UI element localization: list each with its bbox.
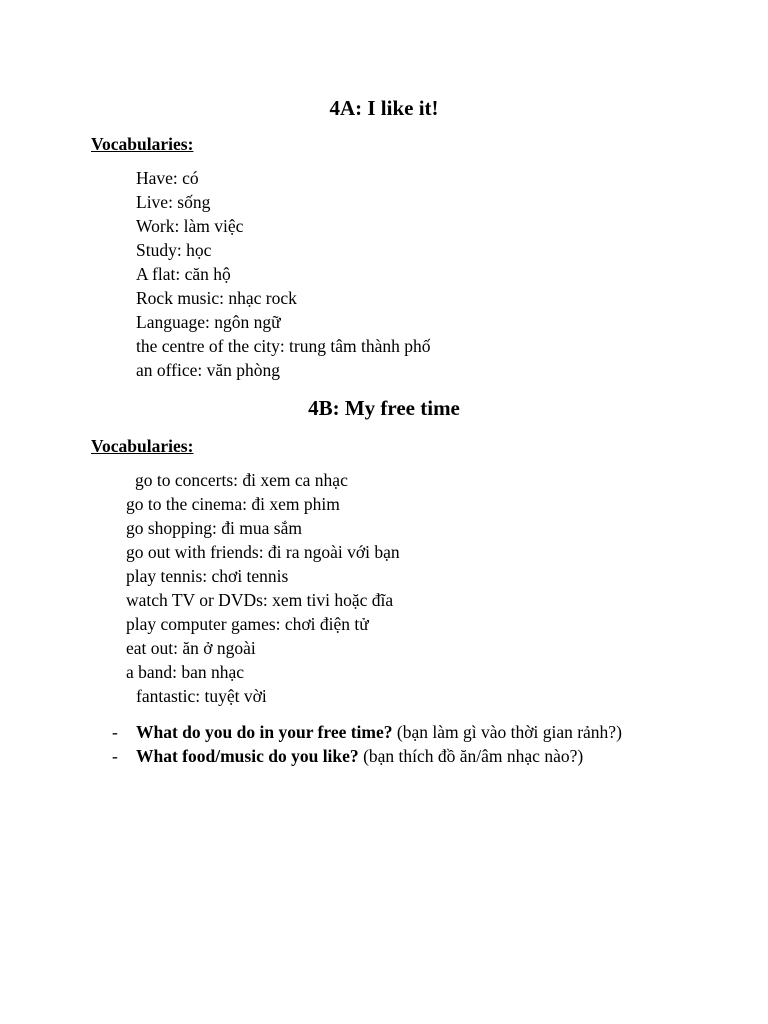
list-item-text: eat out: ăn ở ngoài (126, 638, 256, 658)
list-item-text: Language: ngôn ngữ (136, 312, 281, 332)
section-a-subheading: Vocabularies: (91, 134, 194, 154)
list-item-text: an office: văn phòng (136, 360, 281, 380)
question-translation: (bạn thích đồ ăn/âm nhạc nào?) (358, 746, 584, 766)
list-item-text: go out with friends: đi ra ngoài với bạn (126, 542, 400, 562)
section-b-title: 4B: My free time (308, 396, 460, 420)
list-item-text: Study: học (136, 240, 212, 260)
bullet-dash: - (112, 722, 118, 742)
list-item-text: the centre of the city: trung tâm thành phố (136, 336, 431, 356)
list-item-text: Have: có (136, 168, 199, 188)
list-item-text: play computer games: chơi điện tử (126, 614, 369, 634)
list-item-text: go shopping: đi mua sắm (126, 518, 302, 538)
list-item-text: go to the cinema: đi xem phim (126, 494, 340, 514)
section-a-title: 4A: I like it! (329, 96, 439, 120)
question-text (136, 744, 583, 768)
list-item-text: play tennis: chơi tennis (126, 566, 289, 586)
list-item-text: watch TV or DVDs: xem tivi hoặc đĩa (126, 590, 394, 610)
list-item-text: go to concerts: đi xem ca nhạc (135, 470, 348, 490)
section-b-subheading: Vocabularies: (91, 436, 194, 456)
question-english: What food/music do you like? (136, 746, 359, 766)
question-text (136, 720, 622, 744)
list-item-text: Work: làm việc (136, 216, 244, 236)
question-english: What do you do in your free time? (136, 722, 393, 742)
list-item-text: Live: sống (136, 192, 211, 212)
list-item-text: Rock music: nhạc rock (136, 288, 297, 308)
list-item-text: a band: ban nhạc (126, 662, 245, 682)
list-item-text: fantastic: tuyệt vời (136, 686, 267, 706)
bullet-dash: - (112, 746, 118, 766)
list-item-text: A flat: căn hộ (136, 264, 231, 284)
question-translation: (bạn làm gì vào thời gian rảnh?) (392, 722, 622, 742)
